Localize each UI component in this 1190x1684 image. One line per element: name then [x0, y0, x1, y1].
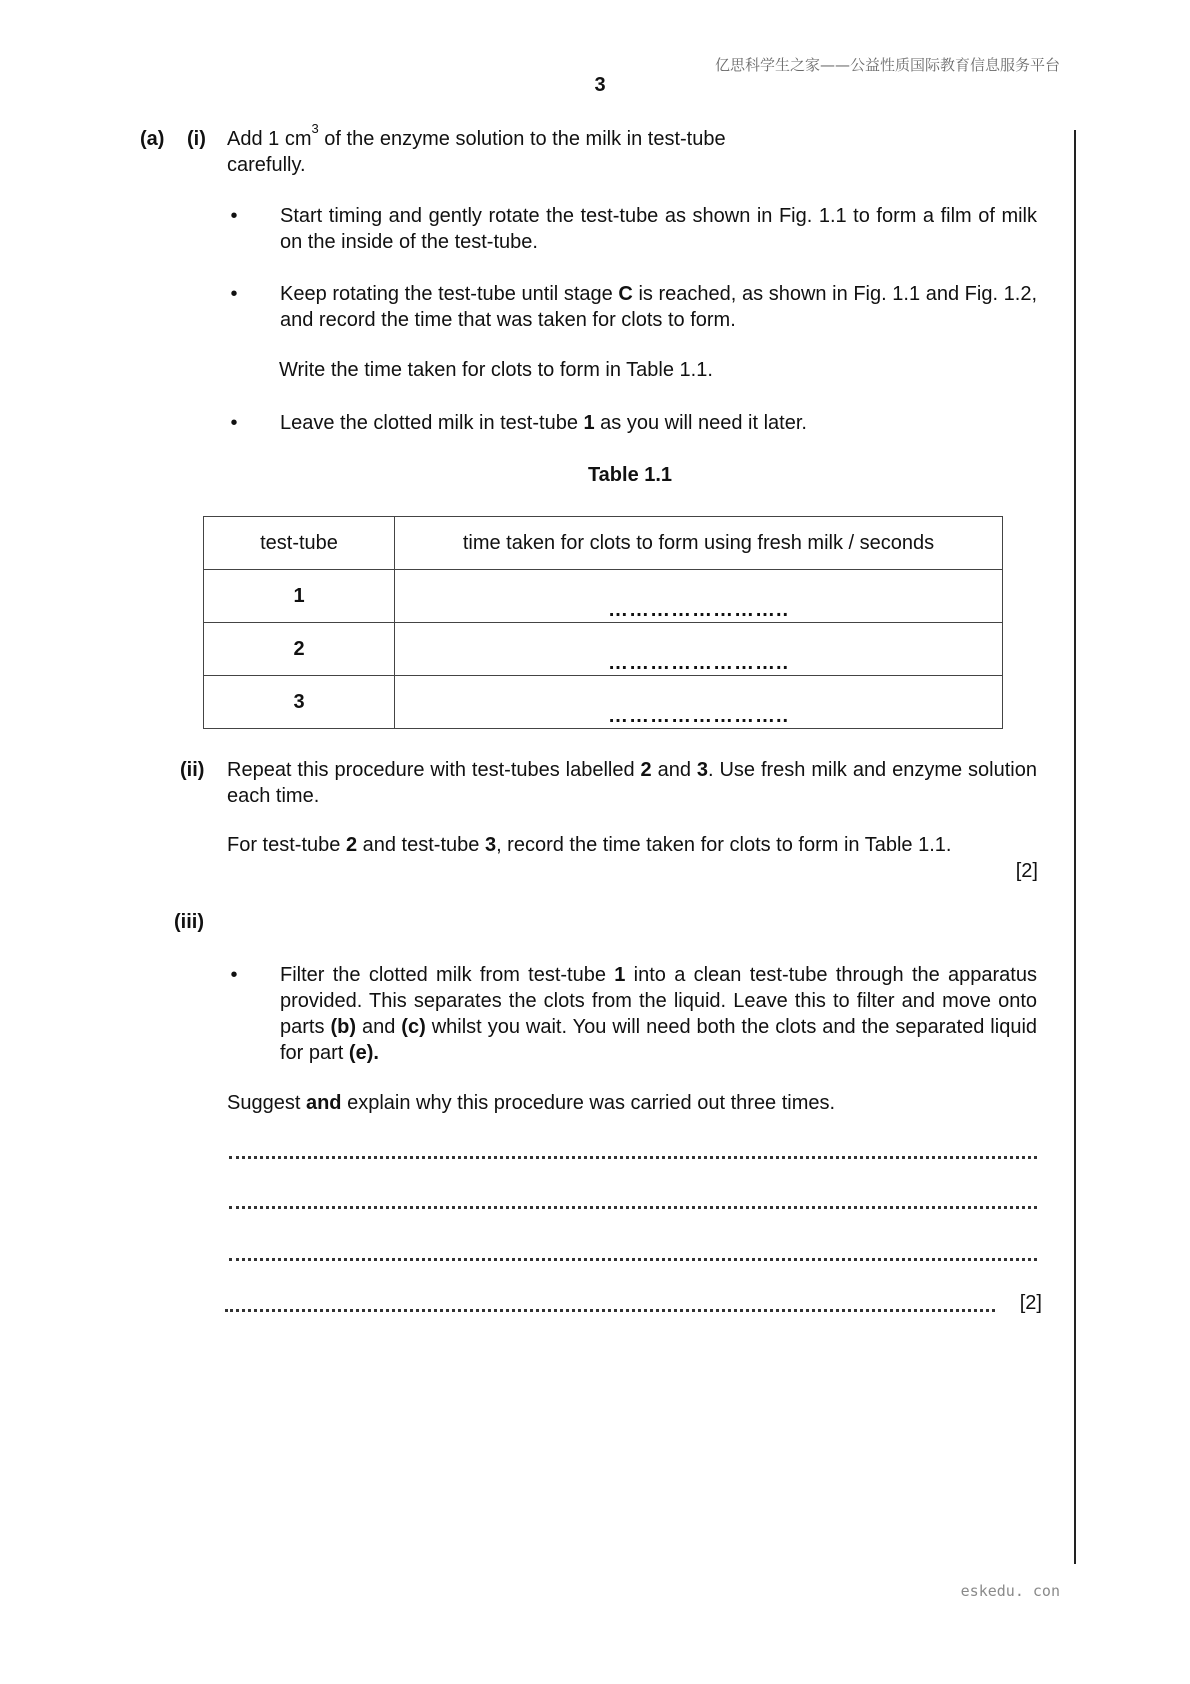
- iii-text-g: whilst you wait. You will need both the clots and the separated liquid for part: [280, 1016, 1038, 1064]
- ii2-text-a: For test-tube: [227, 834, 346, 856]
- intro-text-b: of the enzyme solution to the milk in test-tube: [318, 128, 726, 150]
- ii-text-a: Repeat this procedure with test-tubes labelled: [227, 759, 641, 781]
- ii-tube-3: 3: [696, 759, 708, 781]
- iii-tube-1: 1: [614, 964, 626, 986]
- filter-instruction: [280, 962, 1037, 1066]
- intro-superscript: 3: [311, 121, 319, 137]
- intro-text-line2: carefully.: [227, 154, 306, 176]
- q-text-c: explain why this procedure was carried out three times.: [341, 1092, 836, 1114]
- table-row: [204, 570, 1003, 623]
- instruction-bullet-2: [280, 281, 1037, 333]
- bullet2-text-b: is reached, as shown in Fig. 1.1 and Fig. 1.2, and record the time that was taken for clots to form.: [280, 283, 1037, 331]
- question-prompt: [227, 1090, 1037, 1116]
- bullet3-text-b: as you will need it later.: [594, 412, 807, 434]
- ii2-text-c: and test-tube: [357, 834, 485, 856]
- subpart-iii-label: (iii): [174, 911, 204, 933]
- answer-line[interactable]: [229, 1258, 1037, 1261]
- tube-number: 3: [204, 676, 395, 729]
- bullet2-text-a: Keep rotating the test-tube until stage: [280, 283, 619, 305]
- ii2-tube-2: 2: [345, 834, 358, 856]
- instruction-bullet-1: Start timing and gently rotate the test-tube as shown in Fig. 1.1 to form a film of milk on the inside of the test-tube.: [280, 205, 1037, 253]
- subpart-i-label: (i): [187, 128, 206, 150]
- marks-ii: [2]: [1015, 860, 1038, 882]
- tube-number: 2: [204, 623, 395, 676]
- iii-part-c: (c): [401, 1016, 426, 1038]
- intro-text-a: Add 1 cm: [227, 128, 312, 150]
- write-instruction: Write the time taken for clots to form in Table 1.1.: [279, 359, 713, 381]
- q-text-and: and: [305, 1092, 342, 1114]
- header-test-tube: test-tube: [204, 517, 395, 570]
- answer-blank[interactable]: ……………………..: [395, 676, 1003, 729]
- bullet-icon: •: [230, 205, 238, 227]
- marks-iii: [2]: [1019, 1292, 1042, 1314]
- iii-part-e: (e).: [348, 1042, 379, 1064]
- ii-text-e: . Use fresh milk and enzyme solution each time.: [227, 759, 1037, 807]
- q-text-a: Suggest: [227, 1092, 306, 1114]
- footer-site: eskedu. con: [960, 1582, 1060, 1600]
- subpart-ii-label: (ii): [180, 759, 205, 781]
- table-row: [204, 676, 1003, 729]
- bullet3-text-a: Leave the clotted milk in test-tube: [280, 412, 584, 434]
- header-time-taken: time taken for clots to form using fresh milk / seconds: [395, 517, 1003, 570]
- iii-text-a: Filter the clotted milk from test-tube: [280, 964, 615, 986]
- answer-line[interactable]: [225, 1309, 995, 1312]
- ii2-tube-3: 3: [484, 834, 497, 856]
- answer-line[interactable]: [229, 1156, 1037, 1159]
- answer-blank[interactable]: ……………………..: [395, 570, 1003, 623]
- bullet-icon: •: [230, 283, 238, 305]
- ii2-text-e: , record the time taken for clots to form in Table 1.1.: [496, 834, 952, 856]
- table-row: [204, 623, 1003, 676]
- subpart-ii-paragraph-1: [227, 757, 1037, 809]
- results-table: [203, 516, 1003, 729]
- margin-rule: [1074, 130, 1076, 1564]
- iii-text-e: and: [355, 1016, 402, 1038]
- tube-number: 1: [204, 570, 395, 623]
- bullet-icon: •: [230, 964, 238, 986]
- ii-text-c: and: [651, 759, 697, 781]
- answer-blank[interactable]: ……………………..: [395, 623, 1003, 676]
- bullet2-stage: C: [618, 283, 633, 305]
- bullet3-tube: 1: [583, 412, 595, 434]
- iii-part-b: (b): [330, 1016, 356, 1038]
- answer-line[interactable]: [229, 1206, 1037, 1209]
- instruction-bullet-3: [280, 410, 1040, 436]
- page-number: 3: [594, 74, 606, 96]
- iii-text-c: into a clean test-tube through the apparatus provided. This separates the clots from the liquid. Leave this to filter and move onto parts: [280, 964, 1037, 1038]
- watermark-header: 亿思科学生之家——公益性质国际教育信息服务平台: [714, 56, 1060, 74]
- table-caption: Table 1.1: [587, 464, 673, 486]
- table-header-row: [204, 517, 1003, 570]
- ii-tube-2: 2: [640, 759, 652, 781]
- bullet-icon: •: [230, 412, 238, 434]
- subpart-ii-paragraph-2: [227, 832, 1047, 858]
- part-a-label: (a): [140, 128, 165, 150]
- subpart-i-intro: [227, 121, 1027, 178]
